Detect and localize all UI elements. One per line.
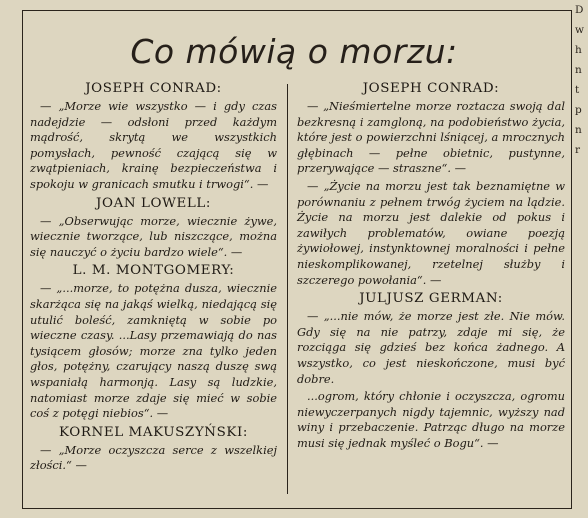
edge-letter: w <box>575 24 584 36</box>
quote-block <box>30 262 277 421</box>
edge-letter: p <box>575 104 582 116</box>
article-title: Co mówią o morzu: <box>130 32 458 71</box>
author-heading: JULJUSZ GERMAN: <box>359 291 503 307</box>
quote-text: — „Morze oczyszcza serce z wszelkiej złości.“ — <box>30 442 277 473</box>
edge-letter: h <box>575 44 582 56</box>
top-border-rule <box>22 10 572 11</box>
edge-letter: n <box>575 64 582 76</box>
quote-block <box>30 195 277 261</box>
edge-letter: D <box>575 4 584 16</box>
quote-text: — „Życie na morzu jest tak beznamiętne w porównaniu z pełnem trwóg życiem na lądzie. Życie na morzu jest dalekie od pokus i zawiłych problematów, owiane poezją żywiołowej, instynktownej moralności i pełne nieskomplikowanej, rzetelnej służby i szczerego powołania“. — <box>297 178 565 287</box>
author-heading: JOSEPH CONRAD: <box>85 81 222 96</box>
left-column <box>30 80 277 476</box>
author-heading: L. M. MONTGOMERY: <box>72 263 235 279</box>
left-border-rule <box>22 10 23 508</box>
quote-block <box>297 80 565 288</box>
author-heading: JOSEPH CONRAD: <box>362 81 500 96</box>
author-heading: JOAN LOWELL: <box>96 195 211 211</box>
right-column <box>297 80 565 453</box>
quote-block <box>30 80 277 193</box>
edge-letter: r <box>575 144 581 156</box>
adjacent-column-fragment <box>575 0 588 518</box>
quote-text: — „Nieśmiertelne morze roztacza swoją dal bezkresną i zamgloną, na podobieństwo życia, które jest o powierzchni lśniącej, a mrocznych głębinach — pełne obietnic, pustynne, przerywające — straszne“. — <box>297 99 565 176</box>
bottom-border-rule <box>22 508 572 509</box>
quote-text: — „...nie mów, że morze jest złe. Nie mów. Gdy się na nie patrzy, zdaje mi się, że rozciąga się gdzieś bez końca żadnego. A wszystko, co jest nieskończone, musi być dobre. <box>297 309 565 386</box>
quote-block <box>297 290 565 451</box>
quote-text: — „...morze, to potężna dusza, wiecznie skarżąca się na jakąś wielką, niedającą się utulić boleść, zamkniętą w sobie po wieczne czasy. ...Lasy przemawiają do nas tysiącem głosów; morze zna tylko jeden głos, potężny, czarujący naszą duszę swą wspaniałą harmonją. Lasy są ludzkie, natomiast morze zdaje się mieć w sobie coś z potęgi niebios“. — <box>30 281 277 421</box>
author-heading: KORNEL MAKUSZYŃSKI: <box>59 424 248 440</box>
edge-letter: n <box>575 124 582 136</box>
quote-text: — „Obserwując morze, wiecznie żywe, wiecznie tworzące, lub niszczące, można się nauczyć o życiu bardzo wiele“. — <box>30 213 277 259</box>
quote-block <box>30 424 277 474</box>
quote-text: ...ogrom, który chłonie i oczyszcza, ogromu niewyczerpanych nigdy tajemnic, wyższy nad winy i przebaczenie. Patrząc długo na morze musi się jednak myśleć o Bogu“. — <box>297 389 565 450</box>
column-divider <box>287 84 288 494</box>
edge-letter: t <box>575 84 580 96</box>
quote-text: — „Morze wie wszystko — i gdy czas nadejdzie — odsłoni przed każdym mądrość, skrytą we wszystkich pomysłach, pewność czającą się w zwątpieniach, krainę bezpieczeństwa i spokoju w granicach smutku i trwogi“. — <box>30 99 277 191</box>
right-border-rule <box>571 10 572 508</box>
